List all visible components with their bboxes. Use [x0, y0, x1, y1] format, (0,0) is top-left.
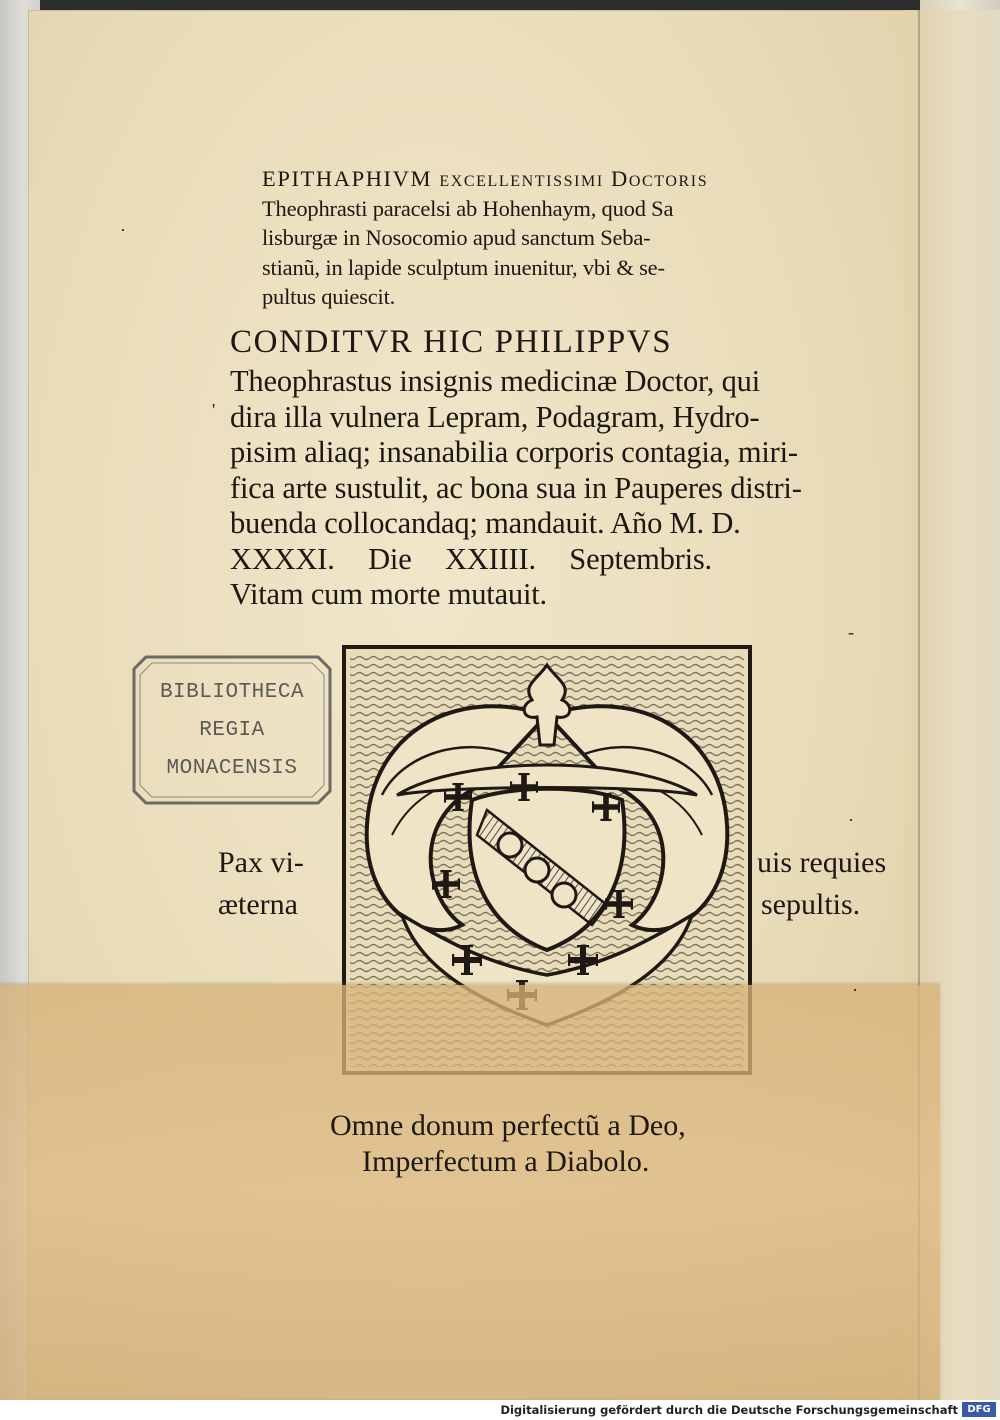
heading-line: lisburgæ in Nosocomio apud sanctum Seba- — [262, 225, 651, 250]
ink-mark: - — [848, 622, 854, 642]
stamp-line: BIBLIOTHECA — [159, 681, 305, 704]
library-stamp — [132, 655, 332, 805]
ink-mark: · — [848, 810, 854, 830]
caption-line: Pax vi- — [218, 846, 304, 879]
inscription-body — [230, 364, 870, 613]
inscription-line: Theophrastus insignis medicinæ Doctor, qui — [230, 364, 760, 398]
motto — [330, 1108, 780, 1180]
inscription-title: CONDITVR HIC PHILIPPVS — [230, 324, 673, 360]
epitaph-heading — [262, 164, 842, 312]
repair-tape — [0, 985, 940, 1400]
woodcut-caption-right — [757, 842, 907, 926]
woodcut-caption-left — [218, 842, 348, 926]
motto-line: Imperfectum a Diabolo. — [362, 1145, 650, 1178]
inscription-line: fica arte sustulit, ac bona sua in Pauperes distri- — [230, 470, 802, 505]
motto-line: Omne donum perfectũ a Deo, — [330, 1109, 686, 1142]
heading-line: pultus quiescit. — [262, 284, 396, 309]
stamp-line: MONACENSIS — [166, 757, 298, 780]
stamp-line: REGIA — [199, 719, 265, 742]
ink-mark: ' — [212, 400, 216, 420]
inscription-line: Vitam cum morte mutauit. — [230, 577, 547, 611]
inscription-line: dira illa vulnera Lepram, Podagram, Hydro- — [230, 399, 760, 434]
heading-line: stianũ, in lapide sculptum inuenitur, vbi & se- — [262, 254, 665, 280]
ink-mark: · — [852, 980, 858, 1000]
inscription-line: buenda collocandaq; mandauit. Año M. D. — [230, 506, 741, 540]
heading-line: Theophrasti paracelsi ab Hohenhaym, quod Sa — [262, 195, 674, 221]
inscription-line: XXXXI. Die XXIIII. Septembris. — [230, 541, 712, 576]
inscription-line: pisim aliaq; insanabilia corporis contagia, miri- — [230, 435, 798, 469]
heading-line: EPITHAPHIVM excellentissimi Doctoris — [262, 166, 709, 191]
caption-line: uis requies — [757, 846, 887, 879]
ink-mark: · — [120, 220, 126, 240]
dfg-logo: DFG — [962, 1402, 996, 1417]
caption-line: æterna — [218, 888, 298, 921]
caption-line: sepultis. — [761, 888, 861, 921]
footer-credit: Digitalisierung gefördert durch die Deutsche Forschungsgemeinschaft — [500, 1403, 958, 1417]
footer-bar — [0, 1400, 1000, 1420]
